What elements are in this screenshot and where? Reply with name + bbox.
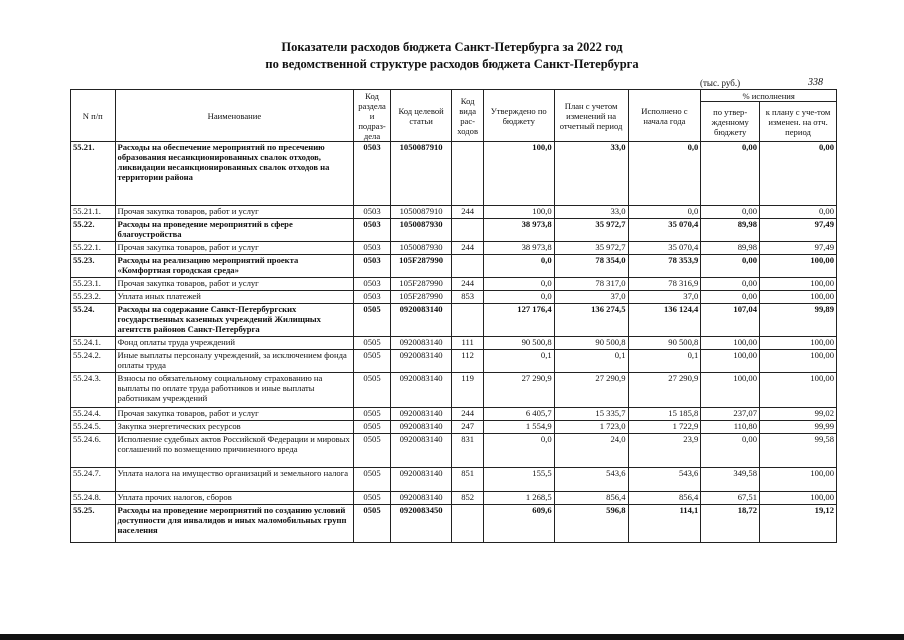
cell-section: 0505 <box>354 350 390 373</box>
cell-pct-approved: 0,00 <box>701 291 760 304</box>
cell-kind: 244 <box>452 206 483 219</box>
cell-target: 0920083140 <box>390 421 452 434</box>
cell-target: 0920083140 <box>390 337 452 350</box>
table-row <box>71 304 837 337</box>
table-row <box>71 278 837 291</box>
cell-plan: 24,0 <box>554 434 628 468</box>
cell-pct-plan: 100,00 <box>760 255 837 278</box>
cell-target: 1050087930 <box>390 242 452 255</box>
cell-name: Фонд оплаты труда учреждений <box>115 337 354 350</box>
table-row <box>71 350 837 373</box>
cell-pct-approved: 18,72 <box>701 505 760 543</box>
table-body <box>71 142 837 543</box>
cell-section: 0503 <box>354 206 390 219</box>
cell-plan: 0,1 <box>554 350 628 373</box>
cell-target: 0920083140 <box>390 350 452 373</box>
header-percent: % исполнения <box>701 90 837 102</box>
header-name: Наименование <box>115 90 354 142</box>
cell-executed: 35 070,4 <box>628 242 701 255</box>
cell-plan: 27 290,9 <box>554 373 628 408</box>
header-target-code: Код целевой статьи <box>390 90 452 142</box>
cell-pct-plan: 100,00 <box>760 291 837 304</box>
cell-approved: 6 405,7 <box>483 408 554 421</box>
cell-num: 55.24.5. <box>71 421 116 434</box>
cell-num: 55.24.8. <box>71 492 116 505</box>
cell-num: 55.24.7. <box>71 468 116 492</box>
cell-name: Расходы на реализацию мероприятий проекта «Комфортная городская среда» <box>115 255 354 278</box>
cell-name: Прочая закупка товаров, работ и услуг <box>115 278 354 291</box>
cell-kind <box>452 142 483 206</box>
cell-pct-plan: 100,00 <box>760 337 837 350</box>
cell-plan: 78 354,0 <box>554 255 628 278</box>
cell-name: Расходы на проведение мероприятий в сфере благоустройства <box>115 219 354 242</box>
cell-pct-plan: 100,00 <box>760 350 837 373</box>
cell-pct-approved: 0,00 <box>701 434 760 468</box>
cell-pct-approved: 110,80 <box>701 421 760 434</box>
cell-section: 0505 <box>354 408 390 421</box>
cell-kind <box>452 219 483 242</box>
cell-executed: 78 316,9 <box>628 278 701 291</box>
cell-pct-plan: 97,49 <box>760 242 837 255</box>
cell-num: 55.24.2. <box>71 350 116 373</box>
cell-approved: 38 973,8 <box>483 242 554 255</box>
cell-plan: 90 500,8 <box>554 337 628 350</box>
cell-name: Расходы на обеспечение мероприятий по пресечению образования несанкционированных свалок отходов, ликвидации несанкционированных свалок отходов на территории района <box>115 142 354 206</box>
cell-name: Закупка энергетических ресурсов <box>115 421 354 434</box>
cell-section: 0505 <box>354 337 390 350</box>
cell-executed: 136 124,4 <box>628 304 701 337</box>
cell-target: 1050087910 <box>390 142 452 206</box>
cell-pct-approved: 100,00 <box>701 373 760 408</box>
cell-executed: 35 070,4 <box>628 219 701 242</box>
cell-approved: 0,0 <box>483 278 554 291</box>
cell-kind: 831 <box>452 434 483 468</box>
cell-pct-approved: 0,00 <box>701 142 760 206</box>
table-row <box>71 142 837 206</box>
cell-name: Расходы на проведение мероприятий по созданию условий доступности для инвалидов и иных маломобильных групп населения <box>115 505 354 543</box>
table-row <box>71 468 837 492</box>
cell-executed: 543,6 <box>628 468 701 492</box>
document-subtitle: по ведомственной структуре расходов бюджета Санкт-Петербурга <box>265 57 639 71</box>
cell-executed: 0,0 <box>628 142 701 206</box>
cell-approved: 0,0 <box>483 434 554 468</box>
cell-section: 0505 <box>354 421 390 434</box>
cell-name: Иные выплаты персоналу учреждений, за исключением фонда оплаты труда <box>115 350 354 373</box>
cell-section: 0505 <box>354 505 390 543</box>
cell-plan: 35 972,7 <box>554 219 628 242</box>
header-pct-approved: по утвер-жденному бюджету <box>701 102 760 142</box>
cell-name: Уплата налога на имущество организаций и земельного налога <box>115 468 354 492</box>
cell-name: Прочая закупка товаров, работ и услуг <box>115 206 354 219</box>
cell-pct-plan: 99,58 <box>760 434 837 468</box>
cell-plan: 78 317,0 <box>554 278 628 291</box>
cell-target: 1050087930 <box>390 219 452 242</box>
cell-pct-plan: 0,00 <box>760 206 837 219</box>
cell-num: 55.25. <box>71 505 116 543</box>
table-row <box>71 408 837 421</box>
cell-plan: 543,6 <box>554 468 628 492</box>
header-executed: Исполнено с начала года <box>628 90 701 142</box>
cell-kind <box>452 505 483 543</box>
header-kind-code: Код вида рас-ходов <box>452 90 483 142</box>
cell-pct-plan: 100,00 <box>760 468 837 492</box>
cell-target: 0920083140 <box>390 373 452 408</box>
cell-name: Уплата прочих налогов, сборов <box>115 492 354 505</box>
units-label: (тыс. руб.) <box>700 78 741 88</box>
cell-target: 105F287990 <box>390 291 452 304</box>
cell-executed: 37,0 <box>628 291 701 304</box>
cell-kind: 244 <box>452 278 483 291</box>
cell-kind: 244 <box>452 408 483 421</box>
header-approved: Утверждено по бюджету <box>483 90 554 142</box>
cell-pct-plan: 0,00 <box>760 142 837 206</box>
cell-section: 0505 <box>354 373 390 408</box>
cell-name: Прочая закупка товаров, работ и услуг <box>115 242 354 255</box>
page-number: 338 <box>808 77 823 88</box>
cell-plan: 15 335,7 <box>554 408 628 421</box>
header-num: N п/п <box>71 90 116 142</box>
cell-executed: 1 722,9 <box>628 421 701 434</box>
cell-approved: 1 268,5 <box>483 492 554 505</box>
cell-approved: 127 176,4 <box>483 304 554 337</box>
table-row <box>71 242 837 255</box>
table-row <box>71 492 837 505</box>
cell-plan: 1 723,0 <box>554 421 628 434</box>
cell-approved: 100,0 <box>483 142 554 206</box>
cell-num: 55.22.1. <box>71 242 116 255</box>
cell-kind: 111 <box>452 337 483 350</box>
cell-name: Уплата иных платежей <box>115 291 354 304</box>
header-section-code: Код раздела и подраз-дела <box>354 90 390 142</box>
cell-executed: 0,0 <box>628 206 701 219</box>
cell-pct-plan: 99,02 <box>760 408 837 421</box>
cell-num: 55.23.2. <box>71 291 116 304</box>
cell-kind <box>452 304 483 337</box>
table-row <box>71 255 837 278</box>
cell-pct-approved: 0,00 <box>701 255 760 278</box>
cell-name: Прочая закупка товаров, работ и услуг <box>115 408 354 421</box>
cell-executed: 15 185,8 <box>628 408 701 421</box>
cell-target: 1050087910 <box>390 206 452 219</box>
budget-table <box>70 89 837 543</box>
cell-target: 0920083140 <box>390 492 452 505</box>
table-row <box>71 505 837 543</box>
document-title: Показатели расходов бюджета Санкт-Петербурга за 2022 год <box>281 40 623 54</box>
cell-pct-approved: 100,00 <box>701 350 760 373</box>
cell-section: 0503 <box>354 255 390 278</box>
cell-pct-plan: 19,12 <box>760 505 837 543</box>
cell-plan: 35 972,7 <box>554 242 628 255</box>
scan-edge <box>0 634 904 640</box>
cell-executed: 856,4 <box>628 492 701 505</box>
cell-section: 0503 <box>354 142 390 206</box>
cell-plan: 136 274,5 <box>554 304 628 337</box>
cell-num: 55.24.4. <box>71 408 116 421</box>
cell-section: 0505 <box>354 492 390 505</box>
cell-num: 55.24.1. <box>71 337 116 350</box>
cell-pct-plan: 100,00 <box>760 373 837 408</box>
cell-plan: 596,8 <box>554 505 628 543</box>
cell-pct-plan: 100,00 <box>760 278 837 291</box>
table-row <box>71 373 837 408</box>
cell-pct-approved: 67,51 <box>701 492 760 505</box>
table-row <box>71 337 837 350</box>
cell-pct-plan: 99,99 <box>760 421 837 434</box>
cell-pct-approved: 349,58 <box>701 468 760 492</box>
cell-kind: 851 <box>452 468 483 492</box>
cell-pct-approved: 100,00 <box>701 337 760 350</box>
cell-executed: 23,9 <box>628 434 701 468</box>
cell-num: 55.22. <box>71 219 116 242</box>
cell-approved: 155,5 <box>483 468 554 492</box>
header-plan: План с учетом изменений на отчетный период <box>554 90 628 142</box>
cell-pct-approved: 89,98 <box>701 219 760 242</box>
table-row <box>71 291 837 304</box>
cell-num: 55.24. <box>71 304 116 337</box>
cell-num: 55.23.1. <box>71 278 116 291</box>
cell-kind: 853 <box>452 291 483 304</box>
cell-section: 0503 <box>354 242 390 255</box>
cell-executed: 90 500,8 <box>628 337 701 350</box>
cell-plan: 33,0 <box>554 206 628 219</box>
cell-num: 55.21.1. <box>71 206 116 219</box>
cell-pct-plan: 100,00 <box>760 492 837 505</box>
cell-plan: 37,0 <box>554 291 628 304</box>
cell-section: 0503 <box>354 291 390 304</box>
cell-pct-plan: 99,89 <box>760 304 837 337</box>
cell-executed: 114,1 <box>628 505 701 543</box>
cell-target: 0920083450 <box>390 505 452 543</box>
cell-approved: 0,0 <box>483 255 554 278</box>
cell-pct-approved: 107,04 <box>701 304 760 337</box>
table-row <box>71 219 837 242</box>
cell-target: 0920083140 <box>390 408 452 421</box>
cell-pct-approved: 0,00 <box>701 206 760 219</box>
cell-approved: 90 500,8 <box>483 337 554 350</box>
cell-section: 0505 <box>354 304 390 337</box>
cell-approved: 38 973,8 <box>483 219 554 242</box>
cell-pct-plan: 97,49 <box>760 219 837 242</box>
cell-kind: 247 <box>452 421 483 434</box>
cell-target: 105F287990 <box>390 278 452 291</box>
cell-approved: 100,0 <box>483 206 554 219</box>
cell-kind: 244 <box>452 242 483 255</box>
cell-num: 55.24.3. <box>71 373 116 408</box>
cell-num: 55.24.6. <box>71 434 116 468</box>
cell-target: 0920083140 <box>390 434 452 468</box>
cell-name: Расходы на содержание Санкт-Петербургских государственных казенных учреждений Жилищных агентств районов Санкт-Петербурга <box>115 304 354 337</box>
table-row <box>71 421 837 434</box>
cell-name: Исполнение судебных актов Российской Федерации и мировых соглашений по возмещению причиненного вреда <box>115 434 354 468</box>
cell-approved: 27 290,9 <box>483 373 554 408</box>
cell-plan: 856,4 <box>554 492 628 505</box>
cell-kind <box>452 255 483 278</box>
cell-pct-approved: 0,00 <box>701 278 760 291</box>
cell-approved: 0,1 <box>483 350 554 373</box>
cell-executed: 0,1 <box>628 350 701 373</box>
cell-section: 0505 <box>354 434 390 468</box>
cell-executed: 27 290,9 <box>628 373 701 408</box>
header-pct-plan: к плану с уче-том изменен. на отч. период <box>760 102 837 142</box>
cell-pct-approved: 89,98 <box>701 242 760 255</box>
cell-approved: 1 554,9 <box>483 421 554 434</box>
cell-executed: 78 353,9 <box>628 255 701 278</box>
table-row <box>71 434 837 468</box>
cell-pct-approved: 237,07 <box>701 408 760 421</box>
cell-approved: 0,0 <box>483 291 554 304</box>
cell-kind: 112 <box>452 350 483 373</box>
cell-target: 105F287990 <box>390 255 452 278</box>
cell-target: 0920083140 <box>390 468 452 492</box>
table-row <box>71 206 837 219</box>
cell-num: 55.21. <box>71 142 116 206</box>
cell-kind: 852 <box>452 492 483 505</box>
cell-approved: 609,6 <box>483 505 554 543</box>
cell-target: 0920083140 <box>390 304 452 337</box>
cell-section: 0505 <box>354 468 390 492</box>
cell-num: 55.23. <box>71 255 116 278</box>
cell-name: Взносы по обязательному социальному страхованию на выплаты по оплате труда работников и иные выплаты работникам учреждений <box>115 373 354 408</box>
cell-plan: 33,0 <box>554 142 628 206</box>
cell-kind: 119 <box>452 373 483 408</box>
cell-section: 0503 <box>354 219 390 242</box>
cell-section: 0503 <box>354 278 390 291</box>
